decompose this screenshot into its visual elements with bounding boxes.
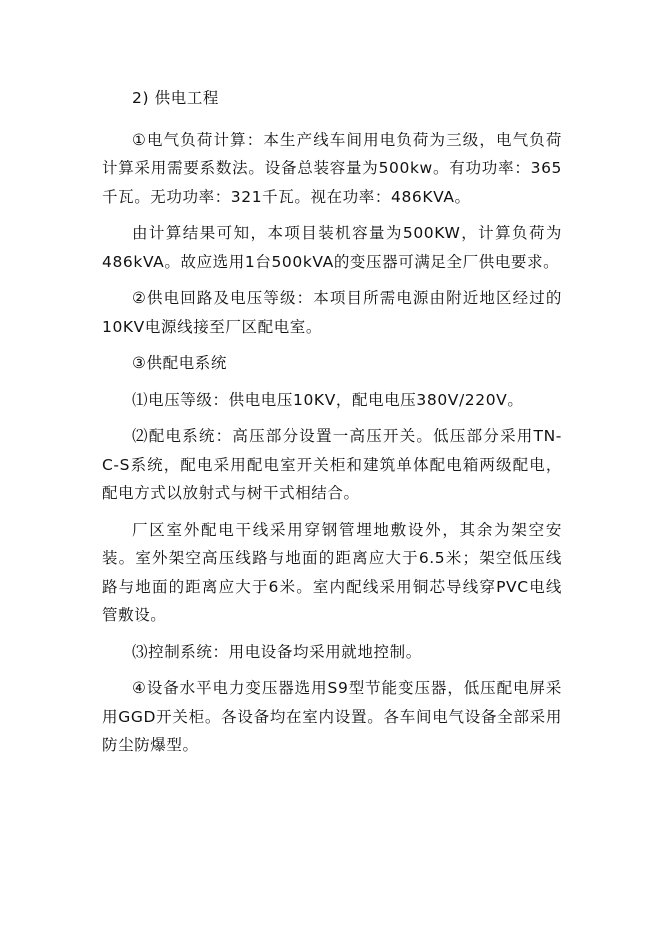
paragraph-distribution-heading: ③供配电系统 [132,354,227,372]
section-heading-power-supply: 2) 供电工程 [132,89,220,107]
paragraph-transformer-selection: 由计算结果可知，本项目装机容量为500KW，计算负荷为486kVA。故应选用1台500kVA的变压器可满足全厂供电要求。 [102,224,562,271]
paragraph-voltage-level: ⑴电压等级：供电电压10KV，配电电压380V/220V。 [132,390,524,409]
document-body [102,84,562,760]
paragraph-control-system: ⑶控制系统：用电设备均采用就地控制。 [132,642,422,661]
paragraph-load-calculation: ①电气负荷计算：本生产线车间用电负荷为三级，电气负荷计算采用需要系数法。设备总装容量为500kw。有功功率：365千瓦。无功功率：321千瓦。视在功率：486KVA。 [102,130,562,206]
paragraph-distribution-system: ⑵配电系统：高压部分设置一高压开关。低压部分采用TN-C-S系统，配电采用配电室开关柜和建筑单体配电箱两级配电，配电方式以放射式与树干式相结合。 [102,427,562,502]
paragraph-supply-circuit: ②供电回路及电压等级：本项目所需电源由附近地区经过的10KV电源线接至厂区配电室。 [102,289,562,336]
paragraph-outdoor-wiring: 厂区室外配电干线采用穿钢管埋地敷设外，其余为架空安装。室外架空高压线路与地面的距离应大于6.5米；架空低压线路与地面的距离应大于6米。室内配线采用铜芯导线穿PVC电线管敷设。 [102,520,562,624]
paragraph-equipment: ④设备水平电力变压器选用S9型节能变压器，低压配电屏采用GGD开关柜。各设备均在室内设置。各车间电气设备全部采用防尘防爆型。 [102,679,562,754]
